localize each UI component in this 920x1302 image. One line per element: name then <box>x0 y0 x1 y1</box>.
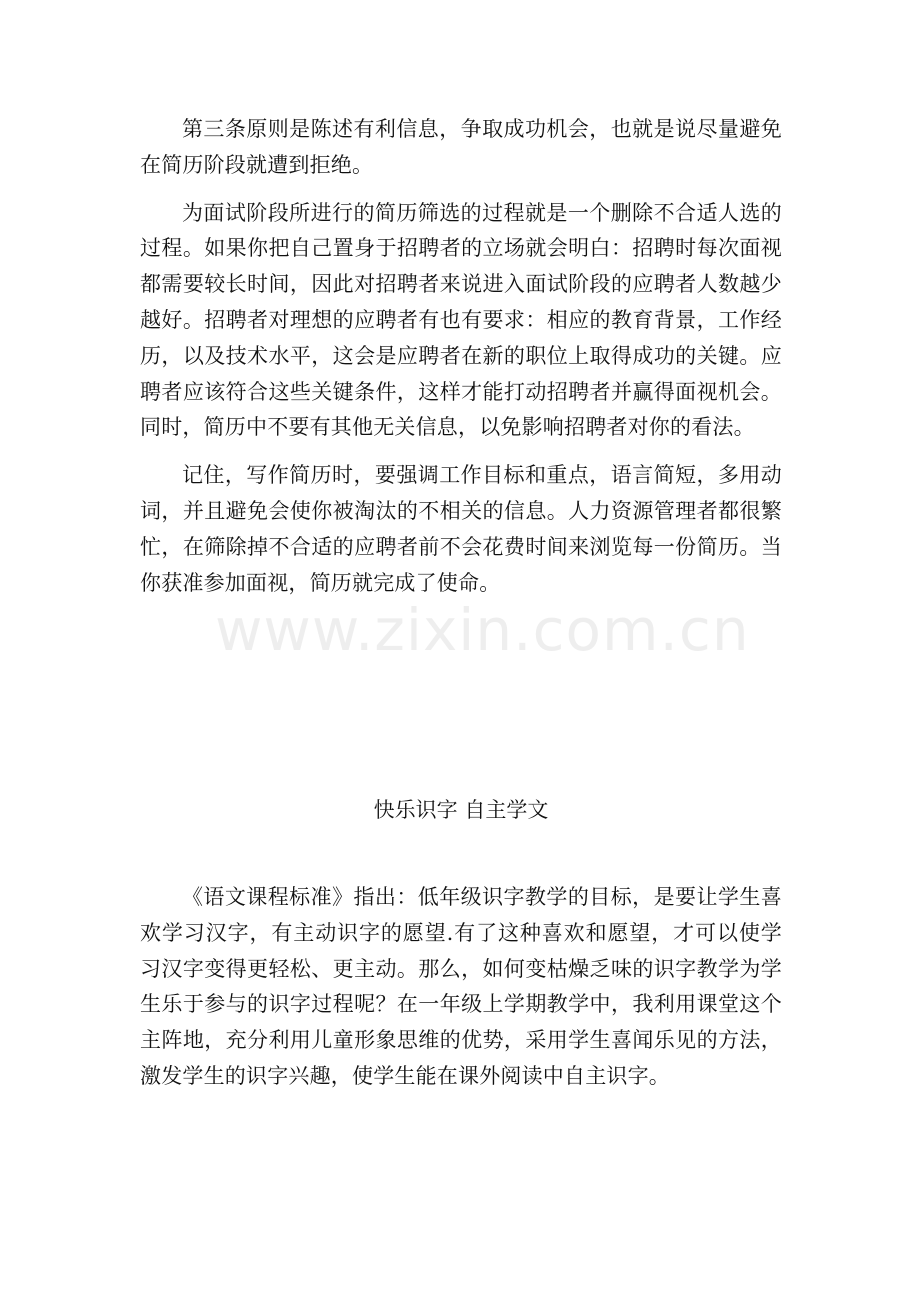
section-two <box>140 798 782 1095</box>
section-one <box>140 112 782 601</box>
paragraph-1: 第三条原则是陈述有利信息，争取成功机会，也就是说尽量避免在简历阶段就遭到拒绝。 <box>140 117 782 177</box>
paragraph-4: 《语文课程标准》指出：低年级识字教学的目标，是要让学生喜欢学习汉字，有主动识字的愿望.有了这种喜欢和愿望，才可以使学习汉字变得更轻松、更主动。那么，如何变枯燥乏味的识字教学为学生乐于参与的识字过程呢？在一年级上学期教学中，我利用课堂这个主阵地，充分利用儿童形象思维的优势，采用学生喜闻乐见的方法，激发学生的识字兴趣，使学生能在课外阅读中自主识字。 <box>140 885 782 1088</box>
watermark-text: www.zixin.com.cn <box>215 596 750 664</box>
section-title: 快乐识字 自主学文 <box>373 798 549 822</box>
paragraph-2: 为面试阶段所进行的简历筛选的过程就是一个删除不合适人选的过程。如果你把自己置身于招聘者的立场就会明白：招聘时每次面视都需要较长时间，因此对招聘者来说进入面试阶段的应聘者人数越少越好。招聘者对理想的应聘者有也有要求：相应的教育背景，工作经历，以及技术水平，这会是应聘者在新的职位上取得成功的关键。应聘者应该符合这些关键条件，这样才能打动招聘者并赢得面视机会。同时，简历中不要有其他无关信息，以免影响招聘者对你的看法。 <box>140 200 782 440</box>
paragraph-3: 记住，写作简历时，要强调工作目标和重点，语言简短，多用动词，并且避免会使你被淘汰的不相关的信息。人力资源管理者都很繁忙，在筛除掉不合适的应聘者前不会花费时间来浏览每一份简历。当你获准参加面视，简历就完成了使命。 <box>140 463 782 595</box>
